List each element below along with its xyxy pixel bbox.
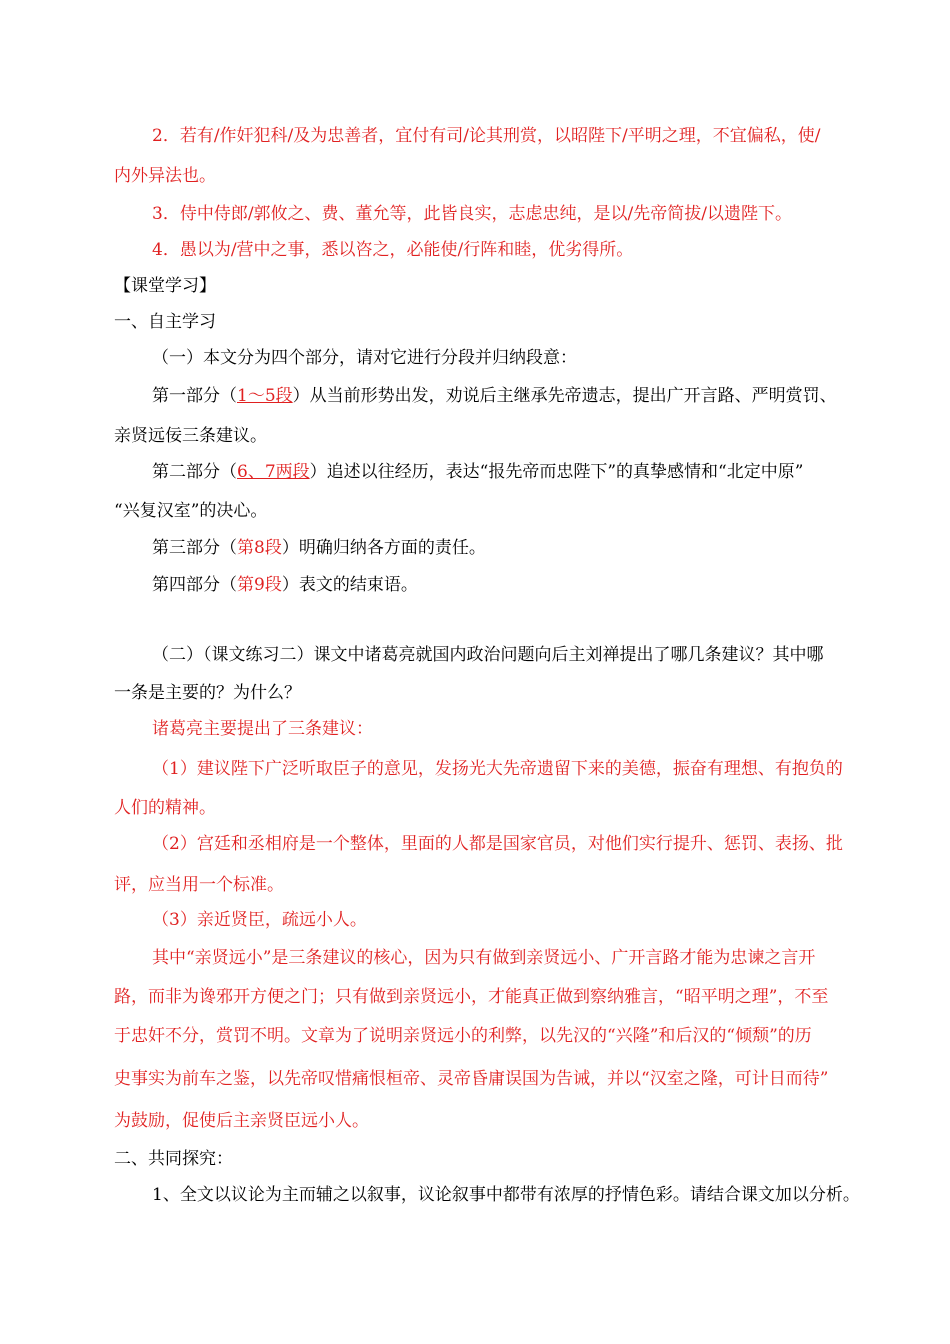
section-2-heading: 二、共同探究：: [114, 1149, 233, 1169]
answer-1-line-1: （1）建议陛下广泛听取臣子的意见，发扬光大先帝遗留下来的美德，振奋有理想、有抱负的: [152, 759, 843, 779]
answer-intro: 诸葛亮主要提出了三条建议：: [152, 719, 373, 739]
question-1: （一）本文分为四个部分，请对它进行分段并归纳段意：: [152, 348, 577, 368]
part-3-reference: 第8段: [237, 538, 282, 558]
part-2-summary: ）追述以往经历，表达“报先帝而忠陛下”的真挚感情和“北定中原”: [309, 462, 804, 482]
part-3: [152, 538, 844, 558]
part-4-summary: ）表文的结束语。: [281, 575, 418, 595]
part-1-line-2: 亲贤远佞三条建议。: [114, 426, 267, 446]
part-3-summary: ）明确归纳各方面的责任。: [281, 538, 486, 558]
part-2-line-2: “兴复汉室”的决心。: [114, 501, 268, 521]
answer-1-line-2: 人们的精神。: [114, 798, 216, 818]
core-analysis-line-5: 为鼓励，促使后主亲贤臣远小人。: [114, 1111, 369, 1131]
part-4-prefix: 第四部分（: [152, 575, 237, 595]
question-2-line-2: 一条是主要的？为什么？: [114, 683, 301, 703]
part-1-summary: ）从当前形势出发，劝说后主继承先帝遗志，提出广开言路、严明赏罚、: [292, 386, 837, 406]
core-analysis-line-2: 路，而非为谗邪开方便之门；只有做到亲贤远小，才能真正做到察纳雅言，“昭平明之理”，不至: [114, 987, 829, 1007]
inquiry-1: 1、全文以议论为主而辅之以叙事，议论叙事中都带有浓厚的抒情色彩。请结合课文加以分析。: [152, 1185, 860, 1205]
classroom-heading: 【课堂学习】: [114, 276, 216, 296]
item-2-line-1: 2．若有/作奸犯科/及为忠善者，宜付有司/论其刑赏，以昭陛下/平明之理，不宜偏私，使/: [152, 126, 821, 146]
core-analysis-line-3: 于忠奸不分，赏罚不明。文章为了说明亲贤远小的利弊，以先汉的“兴隆”和后汉的“倾颓”的历: [114, 1026, 812, 1046]
core-analysis-line-1: 其中“亲贤远小”是三条建议的核心，因为只有做到亲贤远小、广开言路才能为忠谏之言开: [152, 948, 816, 968]
question-2-line-1: （二）（课文练习二）课文中诸葛亮就国内政治问题向后主刘禅提出了哪几条建议？其中哪: [152, 645, 824, 665]
part-1-reference: 1～5段: [237, 386, 293, 406]
part-4: [152, 575, 844, 595]
core-analysis-line-4: 史事实为前车之鉴，以先帝叹惜痛恨桓帝、灵帝昏庸误国为告诫，并以“汉室之隆，可计日而待”: [114, 1069, 829, 1089]
item-2-line-2: 内外异法也。: [114, 166, 216, 186]
item-3: 3．侍中侍郎/郭攸之、费、董允等，此皆良实，志虑忠纯，是以/先帝简拔/以遗陛下。: [152, 204, 792, 224]
part-3-prefix: 第三部分（: [152, 538, 237, 558]
section-1-heading: 一、自主学习: [114, 312, 216, 332]
part-1-prefix: 第一部分（: [152, 386, 237, 406]
part-2-line-1: [152, 462, 844, 482]
answer-2-line-1: （2）宫廷和丞相府是一个整体，里面的人都是国家官员，对他们实行提升、惩罚、表扬、批: [152, 834, 843, 854]
part-4-reference: 第9段: [237, 575, 282, 595]
answer-3: （3）亲近贤臣，疏远小人。: [152, 910, 367, 930]
part-2-reference: 6、7两段: [237, 462, 310, 482]
answer-2-line-2: 评，应当用一个标准。: [114, 875, 284, 895]
part-2-prefix: 第二部分（: [152, 462, 237, 482]
part-1-line-1: [152, 386, 844, 406]
item-4: 4．愚以为/营中之事，悉以咨之，必能使/行阵和睦，优劣得所。: [152, 240, 634, 260]
